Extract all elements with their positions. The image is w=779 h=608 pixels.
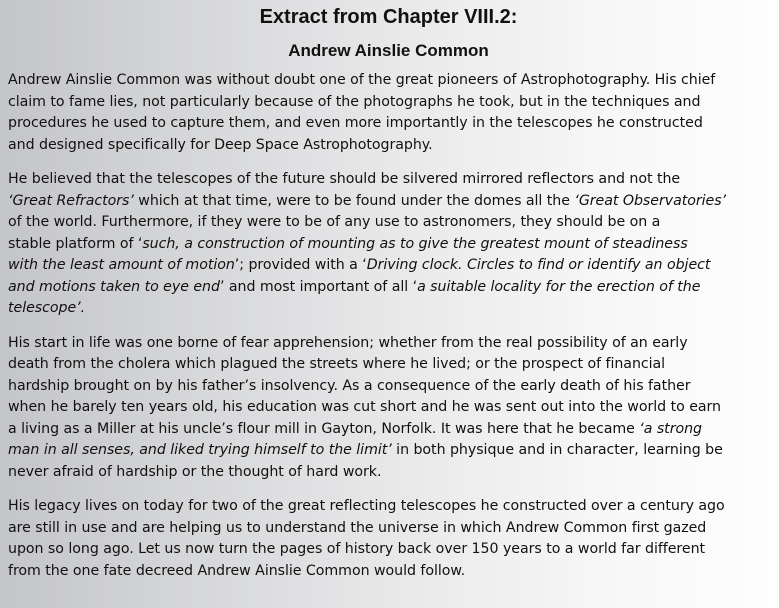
text-run: upon so long ago. Let us now turn the pages of history back over 150 years to a world far different [8, 541, 706, 557]
italic-quote: man in all senses, and liked trying himself to the limit’ [8, 442, 392, 458]
text-run: His start in life was one borne of fear apprehension; whether from the real possibility of an early [8, 334, 688, 351]
text-line [8, 298, 769, 320]
text-run: Andrew Ainslie Common was without doubt one of the great pioneers of Astrophotography. His chief [8, 72, 716, 88]
text-line [8, 212, 769, 234]
italic-quote: telescope’. [8, 300, 86, 316]
text-line [8, 496, 769, 518]
text-line [8, 462, 769, 484]
paragraph [8, 333, 769, 484]
text-line [8, 333, 769, 355]
text-line [8, 539, 769, 561]
document-body [8, 70, 769, 582]
text-run: stable platform of ‘ [8, 235, 143, 252]
italic-quote: ‘Great Refractors’ [8, 192, 134, 209]
chapter-heading: Extract from Chapter VIII.2: [259, 6, 518, 28]
text-run: claim to fame lies, not particularly because of the photographs he took, but in the techniques and [8, 93, 701, 110]
italic-quote: such, a construction of mounting as to give the greatest mount of steadiness [142, 235, 688, 252]
text-run: of the world. Furthermore, if they were to be of any use to astronomers, they should be on a [8, 214, 661, 230]
text-run: procedures he used to capture them, and even more importantly in the telescopes he constructed [8, 115, 703, 131]
text-line [8, 440, 769, 462]
italic-quote: ‘a strong [639, 420, 703, 437]
text-line [8, 169, 769, 191]
text-line [8, 277, 769, 299]
text-run: a living as a Miller at his uncle’s flour mill in Gayton, Norfolk. It was here that he became [8, 420, 640, 437]
text-line [8, 397, 769, 419]
text-run: never afraid of hardship or the thought of hard work. [8, 463, 382, 480]
italic-quote: ‘Great Observatories’ [574, 192, 727, 209]
text-line [8, 561, 769, 583]
text-line [8, 376, 769, 398]
text-line [8, 419, 769, 441]
italic-quote: Driving clock. Circles to find or identify an object [366, 257, 711, 273]
text-run: He believed that the telescopes of the future should be silvered mirrored reflectors and not the [8, 171, 681, 187]
text-run: ’ and most important of all ‘ [219, 278, 418, 295]
text-line [8, 518, 769, 540]
text-run: in both physique and in character, learning be [391, 442, 723, 458]
text-run: when he barely ten years old, his education was cut short and he was sent out into the world to earn [8, 399, 721, 415]
paragraph [8, 70, 769, 156]
section-subheading: Andrew Ainslie Common [288, 41, 489, 60]
text-line [8, 255, 769, 277]
text-line [8, 234, 769, 256]
text-line [8, 191, 769, 213]
text-line [8, 92, 769, 114]
paragraph [8, 169, 769, 320]
text-run: death from the cholera which plagued the streets where he lived; or the prospect of financial [8, 356, 666, 372]
text-run: which at that time, were to be found under the domes all the [133, 192, 575, 209]
text-line [8, 70, 769, 92]
text-line [8, 354, 769, 376]
italic-quote: with the least amount of motion [8, 257, 235, 273]
text-run: from the one fate decreed Andrew Ainslie Common would follow. [8, 562, 466, 579]
text-run: His legacy lives on today for two of the great reflecting telescopes he constructed over a century ago [8, 498, 725, 514]
paragraph [8, 496, 769, 582]
text-line [8, 113, 769, 135]
text-run: are still in use and are helping us to understand the universe in which Andrew Common first gazed [8, 519, 707, 536]
text-line [8, 135, 769, 157]
text-run: ’; provided with a ‘ [234, 257, 367, 273]
italic-quote: and motions taken to eye end [8, 278, 220, 295]
text-run: hardship brought on by his father’s insolvency. As a consequence of the early death of his father [8, 377, 691, 394]
italic-quote: a suitable locality for the erection of the [417, 278, 701, 295]
text-run: and designed specifically for Deep Space Astrophotography. [8, 136, 433, 153]
